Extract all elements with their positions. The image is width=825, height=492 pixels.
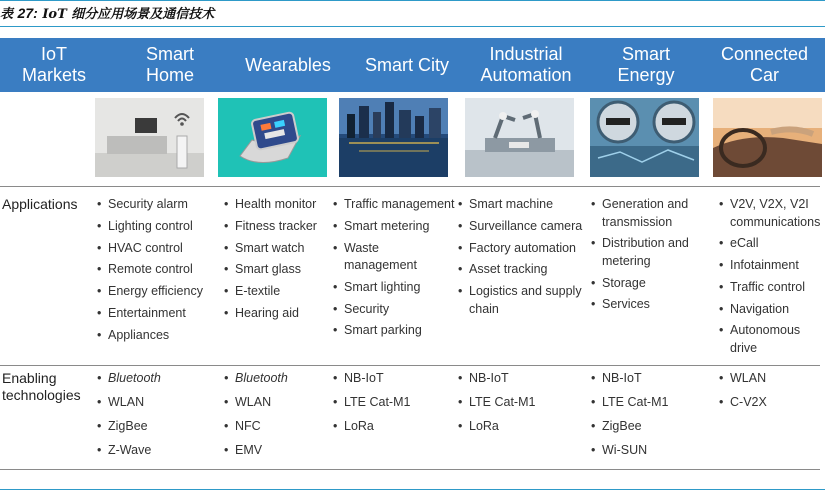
list-item: • NB-IoT	[458, 370, 583, 388]
list-item: • WLAN	[97, 394, 215, 412]
list-item: • ZigBee	[591, 418, 703, 436]
technologies-smart-energy	[591, 370, 703, 466]
list-item: • Factory automation	[458, 240, 583, 258]
list-item: • Smart glass	[224, 261, 332, 279]
list-item: • Security	[333, 301, 455, 319]
caption-prefix: 表	[0, 7, 14, 22]
list-item: • Entertainment	[97, 305, 215, 323]
wearables-photo	[218, 98, 327, 177]
list-item: • Surveillance camera	[458, 218, 583, 236]
header-smart-home: Smart Home	[145, 44, 194, 85]
technologies-label: Enabling technologies	[2, 370, 81, 403]
image-row	[0, 96, 825, 181]
list-item: • Asset tracking	[458, 261, 583, 279]
list-item: • Distribution and metering	[591, 235, 703, 270]
smart-city-photo	[339, 98, 448, 177]
header-industrial-automation: Industrial Automation	[480, 44, 572, 85]
table-header	[0, 38, 825, 92]
caption-title: IoT 细分应用场景及通信技术	[42, 7, 215, 22]
list-item: • eCall	[719, 235, 823, 253]
list-item: • ZigBee	[97, 418, 215, 436]
list-item: • Appliances	[97, 327, 215, 345]
applications-smart-city	[333, 196, 455, 344]
list-item: • HVAC control	[97, 240, 215, 258]
technologies-connected-car	[719, 370, 823, 418]
technologies-smart-home	[97, 370, 215, 466]
list-item: • LoRa	[333, 418, 455, 436]
list-item: • Storage	[591, 275, 703, 293]
header-iot-markets: IoT Markets	[21, 44, 86, 85]
technologies-industrial-automation	[458, 370, 583, 442]
list-item: • Logistics and supply chain	[458, 283, 583, 318]
list-item: • Smart parking	[333, 322, 455, 340]
header-smart-city: Smart City	[364, 54, 449, 75]
list-item: • Smart machine	[458, 196, 583, 214]
smart-home-photo	[95, 98, 204, 177]
list-item: • Navigation	[719, 301, 823, 319]
technologies-smart-city	[333, 370, 455, 442]
technologies-wearables	[224, 370, 332, 466]
list-item: • V2V, V2X, V2I communications	[719, 196, 823, 231]
list-item: • Autonomous drive	[719, 322, 823, 357]
applications-connected-car	[719, 196, 823, 362]
list-item: • Energy efficiency	[97, 283, 215, 301]
list-item: • Fitness tracker	[224, 218, 332, 236]
applications-label: Applications	[2, 196, 78, 212]
list-item: • LTE Cat-M1	[458, 394, 583, 412]
list-item: • Waste management	[333, 240, 455, 275]
list-item: • Traffic control	[719, 279, 823, 297]
list-item: • Hearing aid	[224, 305, 332, 323]
list-item: • LTE Cat-M1	[591, 394, 703, 412]
list-item: • Wi-SUN	[591, 442, 703, 460]
divider-technologies-top	[0, 365, 820, 366]
table-caption	[0, 0, 825, 27]
list-item: • Traffic management	[333, 196, 455, 214]
list-item: • EMV	[224, 442, 332, 460]
smart-energy-photo	[590, 98, 699, 177]
list-item: • WLAN	[719, 370, 823, 388]
applications-smart-energy	[591, 196, 703, 318]
list-item: • C-V2X	[719, 394, 823, 412]
list-item: • Smart watch	[224, 240, 332, 258]
page-bottom-rule	[0, 489, 825, 490]
industrial-automation-photo	[465, 98, 574, 177]
applications-wearables	[224, 196, 332, 327]
list-item: • Z-Wave	[97, 442, 215, 460]
list-item: • WLAN	[224, 394, 332, 412]
caption-number: 27:	[17, 5, 38, 21]
list-item: • LTE Cat-M1	[333, 394, 455, 412]
list-item: • Bluetooth	[97, 370, 215, 388]
applications-industrial-automation	[458, 196, 583, 322]
list-item: • Services	[591, 296, 703, 314]
list-item: • Lighting control	[97, 218, 215, 236]
divider-table-bottom	[0, 469, 820, 470]
connected-car-photo	[713, 98, 822, 177]
divider-applications-top	[0, 186, 820, 187]
list-item: • NFC	[224, 418, 332, 436]
header-wearables: Wearables	[245, 54, 331, 75]
list-item: • Bluetooth	[224, 370, 332, 388]
applications-smart-home	[97, 196, 215, 349]
list-item: • Health monitor	[224, 196, 332, 214]
header-smart-energy: Smart Energy	[617, 44, 675, 85]
list-item: • NB-IoT	[333, 370, 455, 388]
list-item: • Smart metering	[333, 218, 455, 236]
list-item: • Security alarm	[97, 196, 215, 214]
list-item: • Smart lighting	[333, 279, 455, 297]
header-connected-car: Connected Car	[720, 44, 809, 85]
list-item: • Generation and transmission	[591, 196, 703, 231]
list-item: • E-textile	[224, 283, 332, 301]
list-item: • Remote control	[97, 261, 215, 279]
list-item: • NB-IoT	[591, 370, 703, 388]
list-item: • LoRa	[458, 418, 583, 436]
list-item: • Infotainment	[719, 257, 823, 275]
